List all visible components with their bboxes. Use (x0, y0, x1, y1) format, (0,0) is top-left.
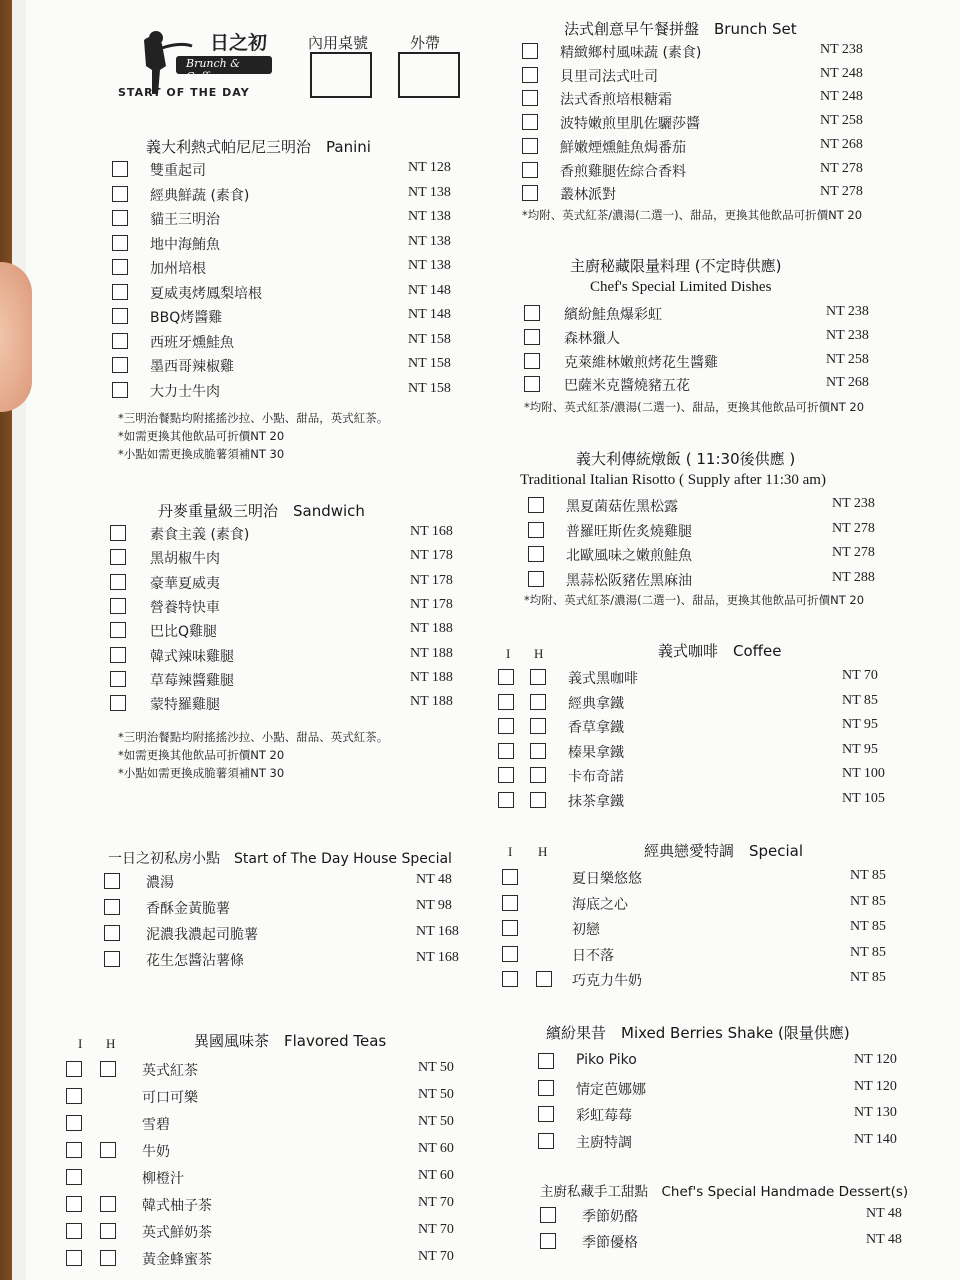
menu-item-name: 夏威夷烤鳳梨培根 (150, 285, 262, 302)
order-checkbox[interactable] (522, 162, 538, 178)
menu-item-name: 草莓辣醬雞腿 (150, 672, 234, 689)
hot-checkbox[interactable] (100, 1223, 116, 1239)
logo-subtitle: Brunch & Coffee (186, 57, 241, 83)
menu-item-name: 柳橙汁 (142, 1171, 184, 1187)
iced-checkbox[interactable] (66, 1115, 82, 1131)
order-checkbox[interactable] (540, 1207, 556, 1223)
hot-checkbox[interactable] (530, 743, 546, 759)
thumb (0, 262, 32, 412)
menu-item-name: 情定芭娜娜 (576, 1081, 646, 1098)
hot-checkbox[interactable] (536, 971, 552, 987)
panini-title: 義大利熱式帕尼尼三明治 Panini (146, 138, 371, 156)
iced-checkbox[interactable] (498, 669, 514, 685)
order-checkbox[interactable] (112, 284, 128, 300)
hot-checkbox[interactable] (530, 694, 546, 710)
order-checkbox[interactable] (522, 67, 538, 83)
menu-item-price: NT 188 (410, 669, 453, 685)
order-checkbox[interactable] (538, 1080, 554, 1096)
menu-item-name: 雪碧 (142, 1117, 170, 1133)
menu-item-name: 營養特快車 (150, 599, 220, 616)
menu-item-name: 英式鮮奶茶 (142, 1225, 212, 1241)
iced-checkbox[interactable] (66, 1088, 82, 1104)
menu-item-price: NT 85 (850, 919, 886, 934)
order-checkbox[interactable] (112, 259, 128, 275)
menu-item-name: 海底之心 (572, 896, 628, 913)
menu-item-price: NT 188 (410, 621, 453, 637)
menu-item-price: NT 148 (408, 282, 451, 298)
menu-item-name: 泥濃我濃起司脆薯 (146, 927, 258, 943)
menu-item-price: NT 140 (854, 1131, 897, 1147)
menu-item-price: NT 258 (826, 351, 869, 367)
menu-item-price: NT 48 (866, 1206, 902, 1221)
menu-item-price: NT 138 (408, 258, 451, 273)
brunch-title: 法式創意早午餐拼盤 Brunch Set (564, 20, 797, 38)
order-checkbox[interactable] (104, 925, 120, 941)
hot-checkbox[interactable] (530, 792, 546, 808)
teas-col-iced: I (78, 1036, 83, 1051)
menu-item-name: 西班牙燻鮭魚 (150, 334, 234, 351)
order-checkbox[interactable] (110, 574, 126, 590)
order-checkbox[interactable] (522, 114, 538, 130)
menu-item-name: 鮮嫩煙燻鮭魚焗番茄 (560, 139, 686, 156)
menu-item-price: NT 85 (850, 868, 886, 883)
menu-item-price: NT 105 (842, 791, 885, 806)
panini-note: *小點如需更換成脆薯須補NT 30 (118, 447, 285, 461)
menu-item-name: 牛奶 (142, 1144, 170, 1160)
menu-item-name: 可口可樂 (142, 1090, 198, 1106)
menu-item-price: NT 85 (842, 692, 878, 708)
menu-item-name: 抹茶拿鐵 (568, 794, 624, 810)
iced-checkbox[interactable] (498, 743, 514, 759)
logo-text: 日之初 (210, 32, 268, 54)
iced-checkbox[interactable] (66, 1169, 82, 1185)
menu-item-price: NT 268 (826, 375, 869, 391)
order-checkbox[interactable] (112, 333, 128, 349)
menu-item-name: 季節優格 (582, 1235, 638, 1251)
iced-checkbox[interactable] (66, 1142, 82, 1158)
menu-item-price: NT 50 (418, 1087, 454, 1102)
menu-item-price: NT 120 (854, 1078, 897, 1094)
menu-item-name: 叢林派對 (560, 187, 616, 204)
menu-item-price: NT 268 (820, 136, 863, 152)
menu-item-price: NT 158 (408, 380, 451, 396)
teas-title: 異國風味茶 Flavored Teas (194, 1032, 387, 1050)
menu-item-name: 香煎雞腿佐綜合香料 (560, 163, 686, 180)
menu-item-price: NT 168 (416, 950, 459, 965)
menu-item-price: NT 95 (842, 717, 878, 733)
special-title: 經典戀愛特調 Special (644, 842, 804, 860)
hot-checkbox[interactable] (530, 718, 546, 734)
iced-checkbox[interactable] (66, 1250, 82, 1266)
menu-item-price: NT 70 (418, 1222, 454, 1237)
menu-item-name: 地中海鮪魚 (150, 236, 220, 253)
menu-item-price: NT 278 (820, 184, 863, 200)
risotto-subtitle: Traditional Italian Risotto ( Supply after 11:30 am) (520, 472, 826, 488)
menu-item-name: 主廚特調 (576, 1134, 632, 1151)
iced-checkbox[interactable] (498, 718, 514, 734)
menu-item-name: 北歐風味之嫩煎鮭魚 (566, 548, 692, 564)
menu-item-name: 彩虹莓莓 (576, 1108, 632, 1124)
menu-item-price: NT 130 (854, 1105, 897, 1120)
menu-item-name: 經典鮮蔬 (素食) (150, 187, 250, 204)
menu-item-name: 貝里司法式吐司 (560, 68, 658, 85)
logo-tagline: START OF THE DAY (118, 86, 250, 99)
menu-item-name: 法式香煎培根糖霜 (560, 92, 672, 109)
menu-item-price: NT 248 (820, 65, 863, 81)
iced-checkbox[interactable] (66, 1061, 82, 1077)
chef-title: 主廚秘藏限量料理 (不定時供應) (570, 257, 782, 275)
menu-item-name: 素食主義 (素食) (150, 527, 250, 543)
order-checkbox[interactable] (538, 1106, 554, 1122)
menu-item-price: NT 85 (850, 893, 886, 909)
menu-item-price: NT 188 (410, 645, 453, 661)
menu-item-price: NT 85 (850, 970, 886, 985)
menu-item-price: NT 60 (418, 1168, 454, 1183)
order-checkbox[interactable] (112, 235, 128, 251)
order-checkbox[interactable] (110, 622, 126, 638)
order-checkbox[interactable] (524, 353, 540, 369)
menu-item-price: NT 70 (842, 668, 878, 683)
menu-item-price: NT 98 (416, 898, 452, 913)
menu-item-price: NT 128 (408, 160, 451, 175)
menu-item-name: 繽紛鮭魚爆彩虹 (564, 307, 662, 323)
menu-item-name: 森林獵人 (564, 330, 620, 347)
menu-item-name: 精緻鄉村風味蔬 (素食) (560, 45, 702, 61)
house-title: 一日之初私房小點 Start of The Day House Special (108, 851, 452, 867)
order-checkbox[interactable] (524, 329, 540, 345)
panini-note: *三明治餐點均附搖搖沙拉、小點、甜品，英式紅茶。 (118, 411, 389, 425)
menu-item-price: NT 60 (418, 1141, 454, 1156)
coffee-col-iced: I (506, 646, 511, 661)
brunch-note: *均附、英式紅茶/濃湯(二選一)、甜品，更換其他飲品可折價NT 20 (522, 208, 863, 222)
menu-item-name: 普羅旺斯佐炙燒雞腿 (566, 523, 692, 540)
order-checkbox[interactable] (112, 161, 128, 177)
menu-item-name: 濃湯 (146, 875, 174, 891)
menu-item-name: 黑蒜松阪豬佐黑麻油 (566, 572, 692, 589)
order-checkbox[interactable] (112, 210, 128, 226)
menu-item-name: 巴薩米克醬燒豬五花 (564, 378, 690, 395)
hot-checkbox[interactable] (100, 1250, 116, 1266)
menu-item-price: NT 178 (410, 596, 453, 612)
menu-item-price: NT 48 (866, 1232, 902, 1247)
order-checkbox[interactable] (112, 186, 128, 202)
menu-item-price: NT 48 (416, 872, 452, 887)
order-checkbox[interactable] (104, 899, 120, 915)
menu-item-price: NT 168 (410, 524, 453, 539)
iced-checkbox[interactable] (66, 1196, 82, 1212)
coffee-col-hot: H (534, 646, 544, 661)
order-checkbox[interactable] (110, 525, 126, 541)
hot-checkbox[interactable] (530, 669, 546, 685)
menu-item-name: 夏日樂悠悠 (572, 871, 642, 887)
menu-item-name: 義式黑咖啡 (568, 671, 638, 687)
menu-item-price: NT 138 (408, 184, 451, 200)
iced-checkbox[interactable] (66, 1223, 82, 1239)
menu-item-name: 榛果拿鐵 (568, 744, 624, 761)
order-checkbox[interactable] (502, 946, 518, 962)
menu-item-price: NT 278 (820, 160, 863, 176)
menu-item-price: NT 70 (418, 1195, 454, 1210)
order-checkbox[interactable] (104, 873, 120, 889)
menu-item-name: 貓王三明治 (150, 212, 220, 228)
iced-checkbox[interactable] (498, 694, 514, 710)
menu-item-price: NT 85 (850, 944, 886, 960)
order-checkbox[interactable] (528, 571, 544, 587)
order-checkbox[interactable] (540, 1233, 556, 1249)
menu-item-name: 黃金蜂蜜茶 (142, 1252, 212, 1268)
menu-item-name: 英式紅茶 (142, 1063, 198, 1079)
order-checkbox[interactable] (522, 43, 538, 59)
special-col-iced: I (508, 844, 513, 859)
menu-item-name: 韓式柚子茶 (142, 1198, 212, 1214)
chef-note: *均附、英式紅茶/濃湯(二選一)、甜品，更換其他飲品可折價NT 20 (524, 400, 865, 414)
menu-item-name: 加州培根 (150, 261, 206, 277)
menu-item-price: NT 278 (832, 545, 875, 560)
sandwich-note: *如需更換其他飲品可折價NT 20 (118, 748, 285, 762)
menu-item-name: 香酥金黃脆薯 (146, 901, 230, 917)
takeout-box[interactable] (398, 52, 460, 98)
menu-item-name: 巴比Q雞腿 (150, 624, 218, 641)
menu-item-price: NT 120 (854, 1052, 897, 1067)
order-checkbox[interactable] (110, 647, 126, 663)
menu-item-name: 經典拿鐵 (568, 695, 624, 712)
iced-checkbox[interactable] (498, 767, 514, 783)
menu-item-price: NT 238 (826, 327, 869, 343)
order-checkbox[interactable] (538, 1053, 554, 1069)
order-checkbox[interactable] (110, 598, 126, 614)
menu-item-price: NT 138 (408, 209, 451, 224)
order-checkbox[interactable] (524, 376, 540, 392)
order-checkbox[interactable] (502, 869, 518, 885)
hot-checkbox[interactable] (100, 1061, 116, 1077)
menu-item-name: 巧克力牛奶 (572, 973, 642, 989)
menu-item-name: BBQ烤醬雞 (150, 310, 223, 326)
menu-item-name: 大力士牛肉 (150, 383, 220, 400)
order-checkbox[interactable] (522, 90, 538, 106)
order-checkbox[interactable] (524, 305, 540, 321)
menu-item-name: 初戀 (572, 922, 600, 938)
menu-item-price: NT 158 (408, 356, 451, 371)
risotto-note: *均附、英式紅茶/濃湯(二選一)、甜品，更換其他飲品可折價NT 20 (524, 593, 865, 607)
menu-item-price: NT 258 (820, 113, 863, 129)
menu-item-name: 蒙特羅雞腿 (150, 697, 220, 714)
order-checkbox[interactable] (502, 895, 518, 911)
order-checkbox[interactable] (112, 308, 128, 324)
menu-item-name: 卡布奇諾 (568, 769, 624, 786)
sandwich-note: *小點如需更換成脆薯須補NT 30 (118, 766, 285, 780)
order-checkbox[interactable] (112, 382, 128, 398)
menu-item-name: 波特嫩煎里肌佐驪莎醬 (560, 116, 700, 133)
dessert-title: 主廚私藏手工甜點 Chef's Special Handmade Dessert(s) (540, 1184, 909, 1200)
dine-in-label: 內用桌號 (308, 34, 369, 52)
order-checkbox[interactable] (110, 695, 126, 711)
menu-item-price: NT 168 (416, 924, 459, 939)
coffee-title: 義式咖啡 Coffee (658, 642, 782, 660)
menu-item-name: 豪華夏威夷 (150, 575, 220, 592)
menu-item-name: 墨西哥辣椒雞 (150, 359, 234, 375)
menu-item-price: NT 238 (820, 42, 863, 57)
menu-item-name: 韓式辣味雞腿 (150, 648, 234, 665)
menu-item-price: NT 248 (820, 89, 863, 105)
menu-item-name: 克萊維林嫩煎烤花生醬雞 (564, 354, 718, 371)
order-checkbox[interactable] (110, 549, 126, 565)
order-checkbox[interactable] (112, 357, 128, 373)
logo (118, 26, 278, 106)
risotto-title: 義大利傳統燉飯 ( 11:30後供應 ) (576, 450, 796, 468)
menu-item-price: NT 95 (842, 741, 878, 757)
menu-item-price: NT 178 (410, 572, 453, 588)
menu-item-name: 黑夏菌菇佐黑松露 (566, 499, 678, 515)
sandwich-notes (118, 727, 388, 783)
menu-item-price: NT 50 (418, 1060, 454, 1075)
menu-item-name: 季節奶酪 (582, 1209, 638, 1225)
order-checkbox[interactable] (502, 971, 518, 987)
menu-item-price: NT 278 (832, 520, 875, 536)
hot-checkbox[interactable] (100, 1142, 116, 1158)
table-number-box[interactable] (310, 52, 372, 98)
iced-checkbox[interactable] (498, 792, 514, 808)
menu-item-price: NT 148 (408, 307, 451, 322)
sandwich-note: *三明治餐點均附搖搖沙拉、小點、甜品、英式紅茶。 (118, 730, 389, 744)
menu-item-name: 花生怎醬沾薯條 (146, 953, 244, 969)
menu-item-price: NT 238 (832, 496, 875, 511)
order-checkbox[interactable] (110, 671, 126, 687)
chef-subtitle: Chef's Special Limited Dishes (590, 279, 772, 295)
order-checkbox[interactable] (528, 522, 544, 538)
order-checkbox[interactable] (528, 546, 544, 562)
menu-item-name: Piko Piko (576, 1052, 637, 1068)
order-checkbox[interactable] (522, 185, 538, 201)
menu-item-price: NT 100 (842, 766, 885, 782)
menu-item-price: NT 238 (826, 304, 869, 319)
panini-note: *如需更換其他飲品可折價NT 20 (118, 429, 285, 443)
menu-item-price: NT 70 (418, 1249, 454, 1264)
shake-title: 繽紛果昔 Mixed Berries Shake (限量供應) (546, 1024, 850, 1042)
takeout-label: 外帶 (410, 34, 441, 52)
panini-notes (118, 408, 388, 464)
hot-checkbox[interactable] (530, 767, 546, 783)
menu-item-price: NT 288 (832, 569, 875, 585)
sandwich-title: 丹麥重量級三明治 Sandwich (158, 502, 365, 520)
menu-item-price: NT 138 (408, 233, 451, 249)
menu-item-name: 雙重起司 (150, 163, 206, 179)
menu-item-price: NT 188 (410, 694, 453, 710)
order-checkbox[interactable] (502, 920, 518, 936)
menu-item-price: NT 158 (408, 331, 451, 347)
order-checkbox[interactable] (104, 951, 120, 967)
order-checkbox[interactable] (522, 138, 538, 154)
menu-item-name: 日不落 (572, 947, 614, 964)
hot-checkbox[interactable] (100, 1196, 116, 1212)
order-checkbox[interactable] (528, 497, 544, 513)
menu-item-name: 黑胡椒牛肉 (150, 551, 220, 568)
special-col-hot: H (538, 844, 548, 859)
menu-item-price: NT 178 (410, 548, 453, 564)
teas-col-hot: H (106, 1036, 116, 1051)
menu-item-name: 香草拿鐵 (568, 720, 624, 737)
menu-item-price: NT 50 (418, 1114, 454, 1129)
order-checkbox[interactable] (538, 1133, 554, 1149)
